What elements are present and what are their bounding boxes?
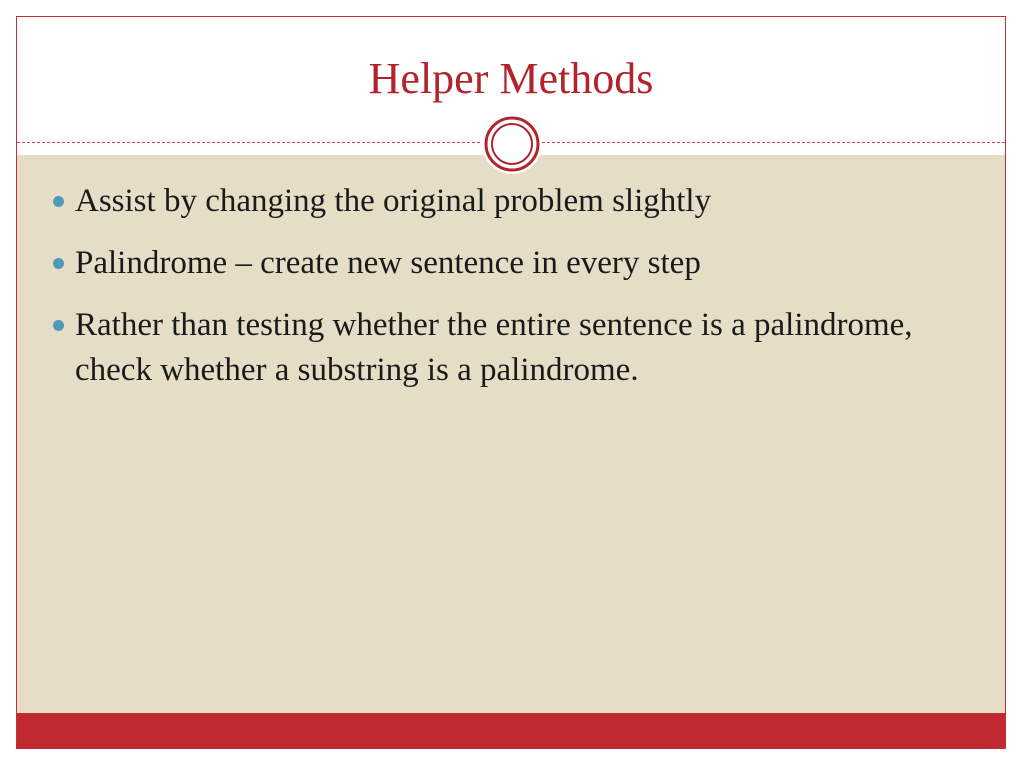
bullet-text: Assist by changing the original problem slightly xyxy=(75,183,712,219)
footer-bar xyxy=(17,713,1005,748)
bullet-dot-icon xyxy=(53,196,64,207)
double-ring-icon xyxy=(482,114,542,174)
slide-title: Helper Methods xyxy=(368,54,654,103)
list-item xyxy=(53,241,953,286)
bullet-dot-icon xyxy=(53,258,64,269)
bullet-text: Palindrome – create new sentence in every step xyxy=(75,245,701,281)
bullet-list xyxy=(53,179,953,410)
list-item xyxy=(53,179,953,224)
bullet-text: Rather than testing whether the entire sentence is a palindrome, check whether a substring is a palindrome. xyxy=(75,307,913,388)
list-item xyxy=(53,303,953,393)
slide-frame xyxy=(16,16,1006,749)
bullet-dot-icon xyxy=(53,320,64,331)
